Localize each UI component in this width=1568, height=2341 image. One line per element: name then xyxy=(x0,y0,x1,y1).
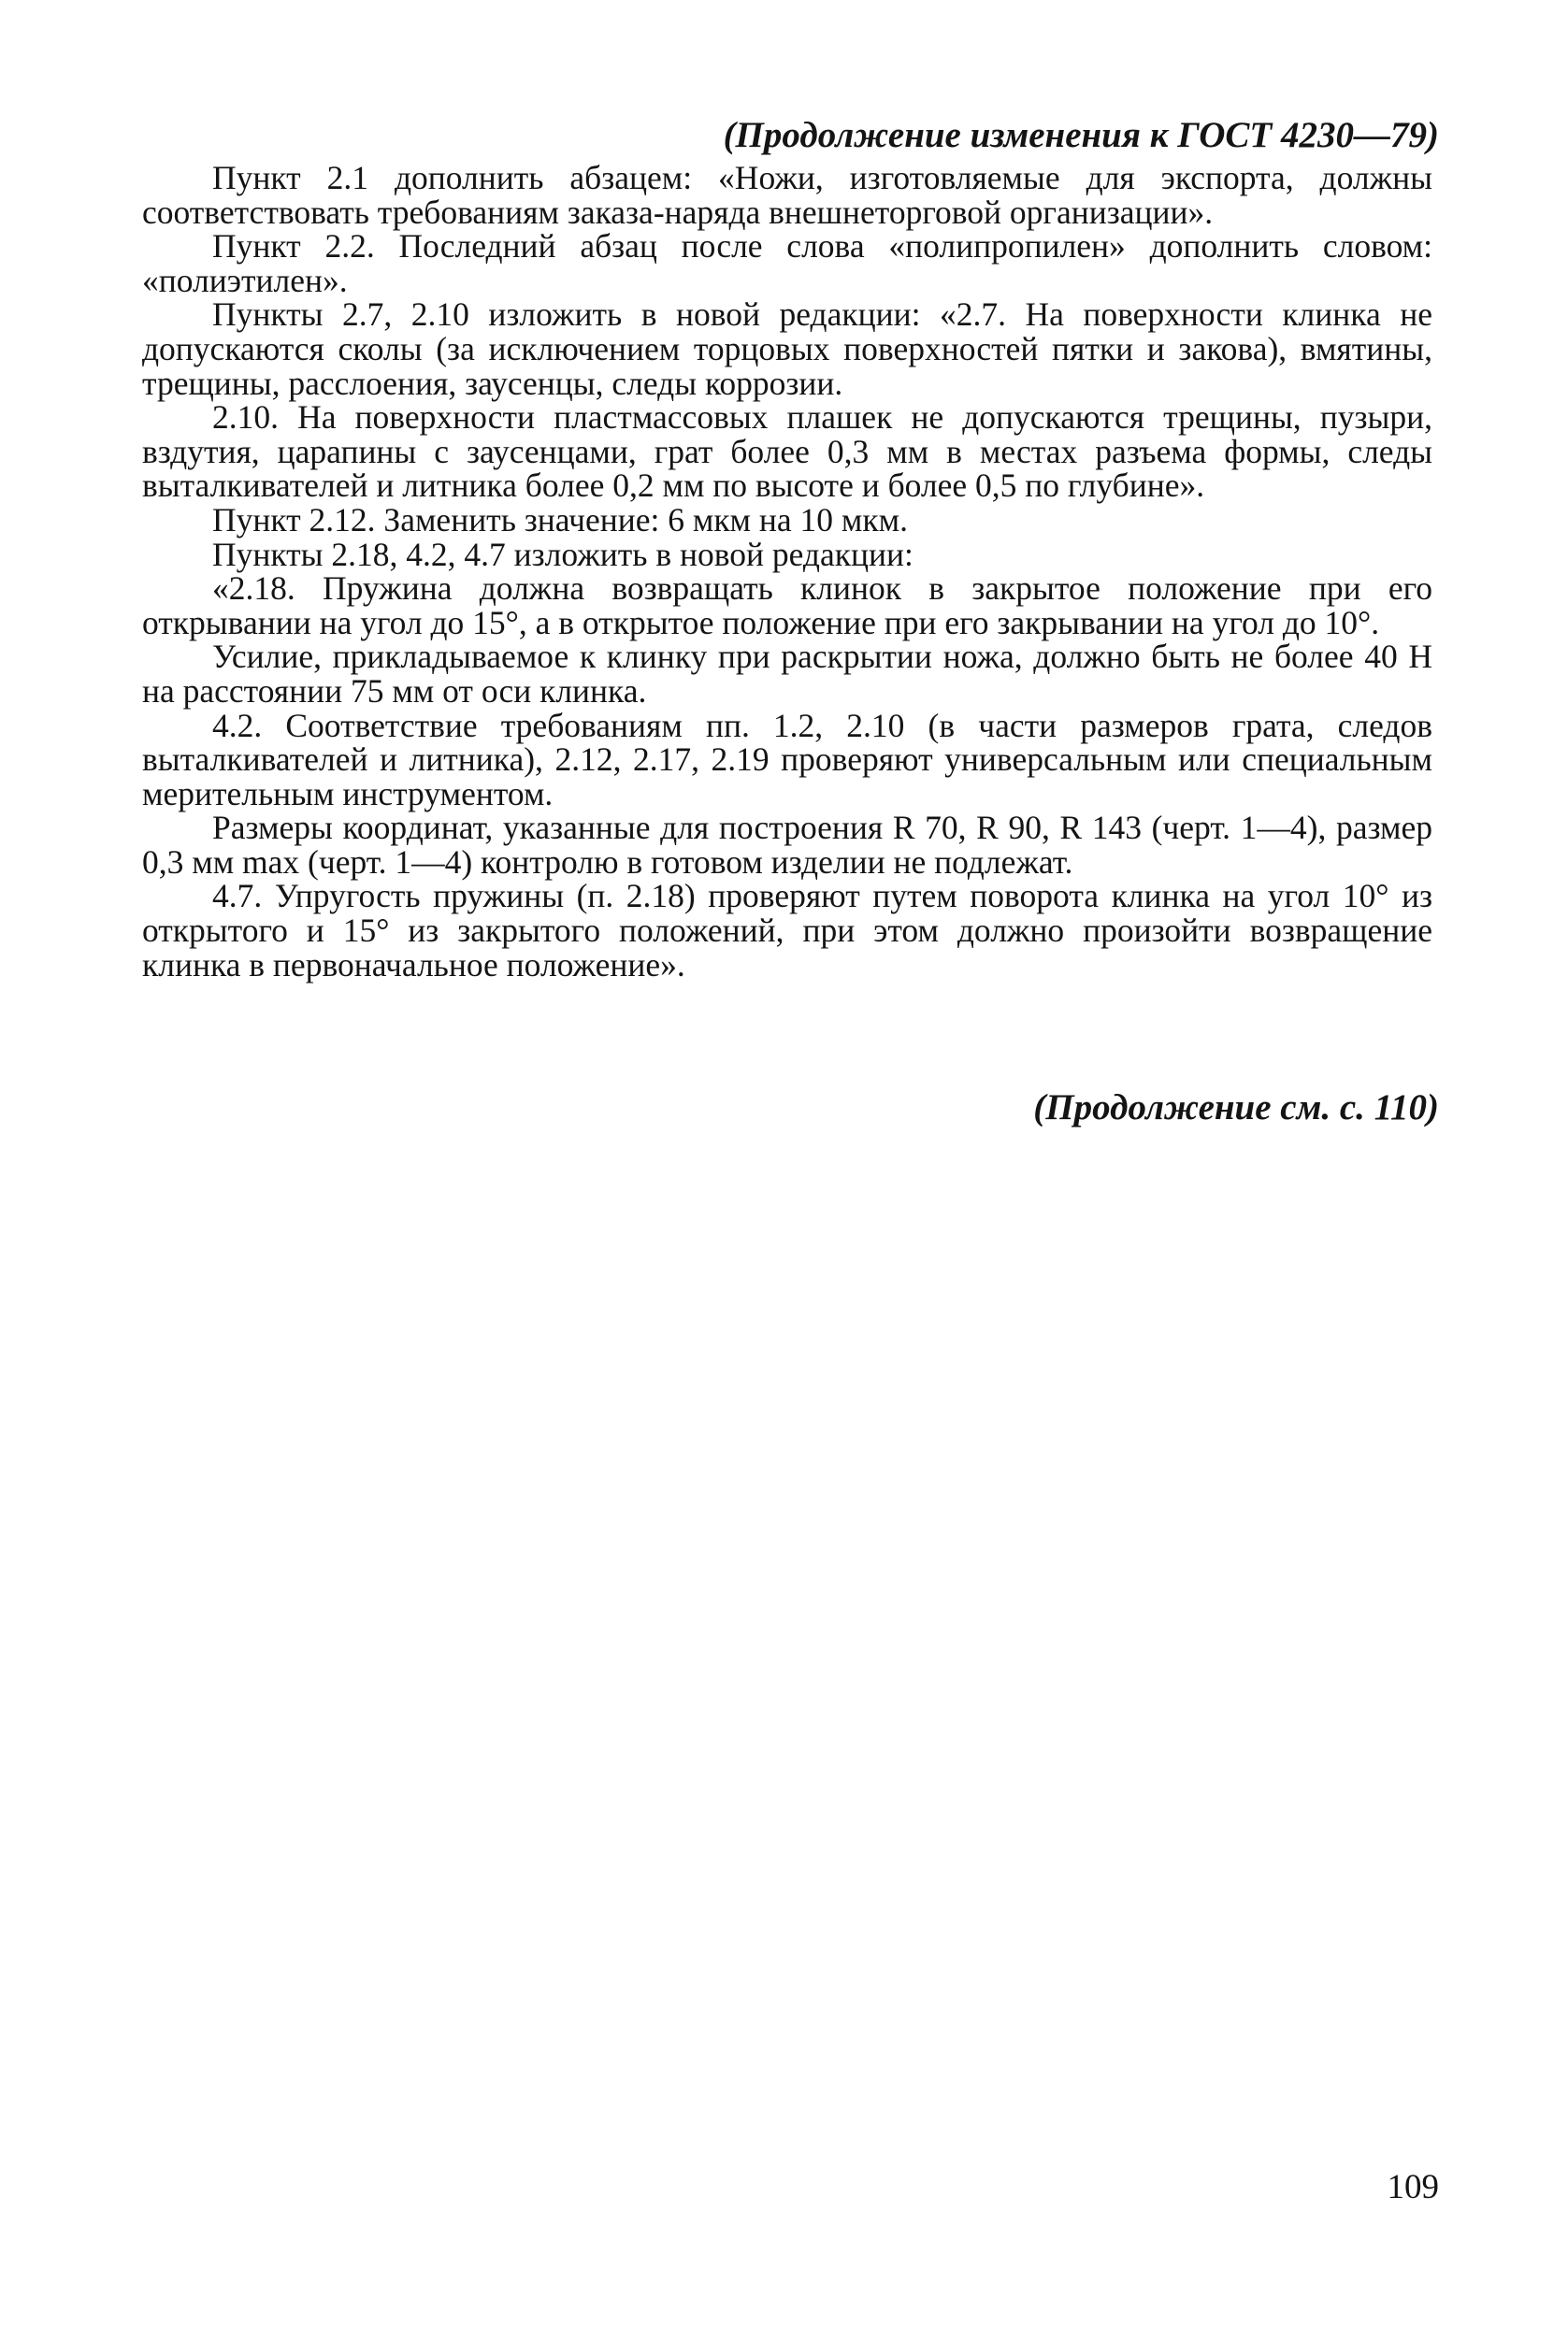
page-number: 109 xyxy=(1387,2168,1439,2206)
paragraph: Пункт 2.1 дополнить абзацем: «Ножи, изготовляемые для экспорта, должны соответствовать требованиям заказа-наряда внешнеторговой организации». xyxy=(142,159,1432,231)
paragraph: 2.10. На поверхности пластмассовых плашек не допускаются трещины, пузыри, вздутия, царапины с заусенцами, грат более 0,3 мм в местах разъема формы, следы выталкивателей и литника более 0,2 мм по высоте и более 0,5 по глубине». xyxy=(142,398,1432,505)
paragraph: 4.7. Упругость пружины (п. 2.18) проверяют путем поворота клинка на угол 10° из открытого и 15° из закрытого положений, при этом должно произойти возвращение клинка в первоначальное положение». xyxy=(142,877,1432,984)
paragraph: Усилие, прикладываемое к клинку при раскрытии ножа, должно быть не более 40 Н на расстоянии 75 мм от оси клинка. xyxy=(142,638,1432,710)
paragraph: «2.18. Пружина должна возвращать клинок в закрытое положение при его открывании на угол до 15°, а в открытое положение при его закрывании на угол до 10°. xyxy=(142,569,1432,641)
paragraph: Пункт 2.2. Последний абзац после слова «полипропилен» дополнить словом: «полиэтилен». xyxy=(142,227,1432,299)
continuation-header: (Продолжение изменения к ГОСТ 4230—79) xyxy=(723,115,1439,155)
continuation-note: (Продолжение см. с. 110) xyxy=(1033,1087,1439,1127)
body-text xyxy=(142,161,1432,982)
paragraph: Пункт 2.12. Заменить значение: 6 мкм на 10 мкм. xyxy=(212,500,908,539)
paragraph: Пункты 2.18, 4.2, 4.7 изложить в новой редакции: xyxy=(212,535,913,573)
paragraph: Размеры координат, указанные для построения R 70, R 90, R 143 (черт. 1—4), размер 0,3 мм max (черт. 1—4) контролю в готовом изделии не подлежат. xyxy=(142,809,1432,881)
paragraph: Пункты 2.7, 2.10 изложить в новой редакции: «2.7. На поверхности клинка не допускаются сколы (за исключением торцовых поверхностей пятки и закова), вмятины, трещины, расслоения, заусенцы, следы коррозии. xyxy=(142,295,1432,402)
paragraph: 4.2. Соответствие требованиям пп. 1.2, 2.10 (в части размеров грата, следов выталкивателей и литника), 2.12, 2.17, 2.19 проверяют универсальным или специальным мерительным инструментом. xyxy=(142,706,1432,812)
